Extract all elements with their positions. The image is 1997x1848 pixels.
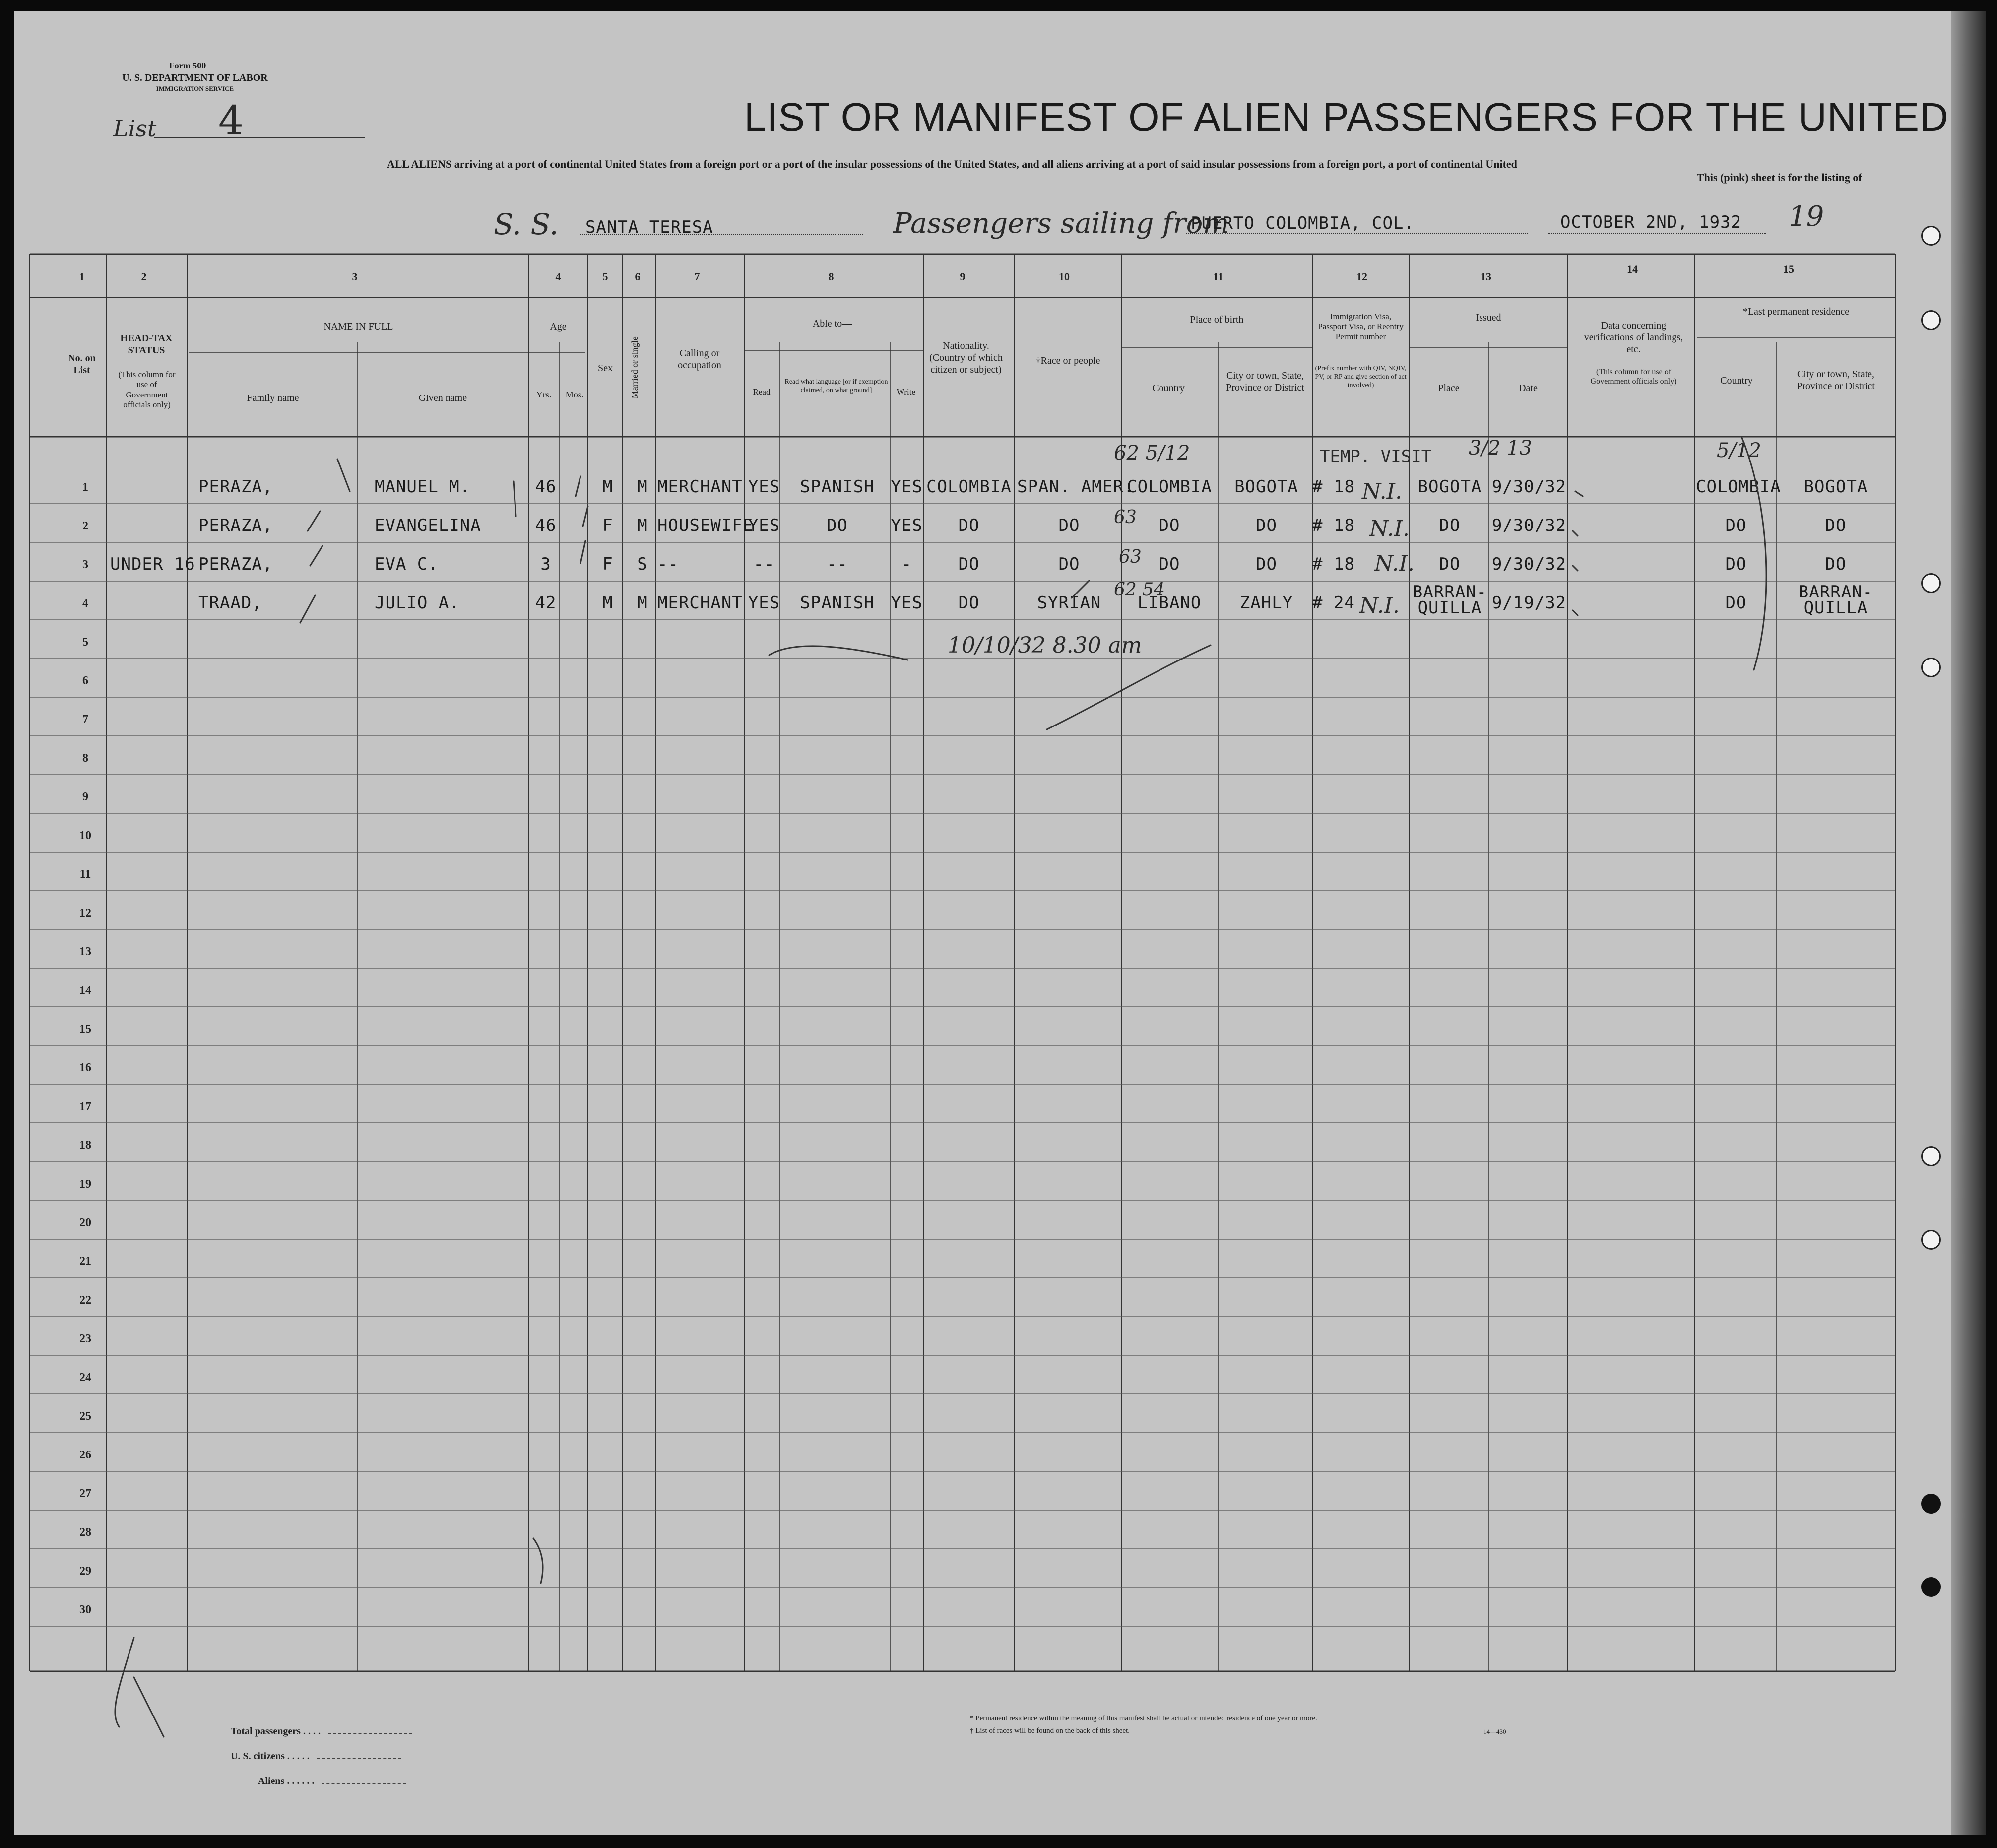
header-race: †Race or people: [1035, 355, 1100, 366]
visa-cell: # 24: [1312, 593, 1355, 613]
handwritten-note-visa-top: TEMP. VISIT: [1320, 447, 1432, 466]
header-read-what: Read what language [or if exemption claimed, on what ground]: [784, 378, 888, 394]
family-name-cell: PERAZA,: [198, 477, 273, 497]
read-language-cell: SPANISH: [800, 593, 875, 613]
header-issued: Issued: [1476, 312, 1501, 323]
row-number: 16: [79, 1061, 91, 1074]
birth-city-cell: ZAHLY: [1239, 593, 1293, 613]
row-number: 1: [82, 481, 88, 494]
read-language-cell: --: [827, 554, 848, 574]
handwritten-res-note-1: 5/12: [1717, 439, 1761, 462]
visa-cell: # 18: [1312, 477, 1355, 497]
write-cell: YES: [891, 477, 923, 497]
row-number: 21: [79, 1255, 91, 1268]
row-number: 9: [82, 791, 88, 803]
marital-status-cell: S: [637, 554, 648, 574]
handwritten-birth-note-1: 62 5/12: [1114, 442, 1190, 464]
header-no-on-list: No. on List: [68, 353, 96, 376]
read-cell: YES: [748, 516, 780, 535]
total-passengers-label: Total passengers: [231, 1726, 301, 1737]
sex-cell: F: [602, 516, 613, 535]
occupation-cell: MERCHANT: [657, 477, 743, 497]
year-label: 19: [1789, 200, 1824, 233]
header-calling: Calling or occupation: [678, 348, 721, 371]
res-country-cell: DO: [1725, 554, 1747, 574]
row-number: 14: [79, 984, 91, 997]
birth-country-cell: DO: [1159, 554, 1180, 574]
header-family-name: Family name: [247, 393, 299, 403]
row-number: 22: [79, 1294, 91, 1307]
res-city-cell: BARRAN- QUILLA: [1798, 582, 1873, 618]
punch-hole-1: [1921, 226, 1941, 246]
read-cell: YES: [748, 477, 780, 497]
birth-city-cell: BOGOTA: [1234, 477, 1298, 497]
row-number: 3: [82, 558, 88, 571]
row-number: 28: [79, 1526, 91, 1539]
res-country-cell: DO: [1725, 516, 1747, 535]
col-number-1: 1: [79, 270, 85, 283]
visa-cell: # 18: [1312, 554, 1355, 574]
header-married-single: Married or single: [630, 336, 640, 399]
manifest-title: LIST OR MANIFEST OF ALIEN PASSENGERS FOR THE UNITED: [744, 95, 1949, 139]
service-label: IMMIGRATION SERVICE: [156, 85, 234, 92]
issued-date-cell: 9/30/32: [1491, 554, 1567, 574]
birth-city-cell: DO: [1256, 516, 1277, 535]
col-number-12: 12: [1356, 270, 1367, 283]
sex-cell: M: [602, 477, 613, 497]
punch-hole-5: [1921, 1146, 1941, 1166]
header-nationality: Nationality. (Country of which citizen or subject): [929, 340, 1003, 375]
row-number: 10: [79, 829, 91, 842]
header-head-tax: HEAD-TAX STATUS: [120, 333, 173, 356]
age-years-cell: 42: [535, 593, 557, 613]
handwritten-visa-mark-1: N.I.: [1362, 479, 1403, 504]
header-sex: Sex: [598, 363, 613, 374]
footer-note-1: * Permanent residence within the meaning of this manifest shall be actual or intended residence of one year or more.: [970, 1715, 1317, 1722]
header-verifications: Data concerning verifications of landings, etc.: [1584, 320, 1683, 355]
given-name-cell: EVANGELINA: [375, 516, 481, 535]
form-number: Form 500: [169, 61, 206, 70]
issued-place-cell: DO: [1439, 554, 1461, 574]
row-number: 2: [82, 520, 88, 532]
nationality-cell: DO: [958, 554, 980, 574]
read-language-cell: SPANISH: [800, 477, 875, 497]
footer-aliens: Aliens . . . . . .: [258, 1776, 406, 1787]
res-country-cell: DO: [1725, 593, 1747, 613]
punch-hole-6: [1921, 1230, 1941, 1250]
marital-status-cell: M: [637, 593, 648, 613]
row-number: 24: [79, 1371, 91, 1384]
col-number-8: 8: [828, 270, 834, 283]
header-visa: Immigration Visa, Passport Visa, or Reentry Permit number: [1318, 312, 1404, 341]
header-last-residence: *Last permanent residence: [1742, 306, 1850, 317]
nationality-cell: DO: [958, 516, 980, 535]
issued-date-cell: 9/30/32: [1491, 516, 1567, 535]
write-cell: YES: [891, 516, 923, 535]
row-number: 25: [79, 1410, 91, 1423]
punch-hole-3: [1921, 573, 1941, 593]
nationality-cell: DO: [958, 593, 980, 613]
header-issued-place: Place: [1438, 383, 1460, 394]
handwritten-visa-mark-3: N.I.: [1374, 551, 1415, 576]
handwritten-birth-note-3: 63: [1119, 547, 1142, 567]
row-number: 15: [79, 1023, 91, 1036]
row-number: 6: [82, 674, 88, 687]
issued-place-cell: DO: [1439, 516, 1461, 535]
birth-country-cell: DO: [1159, 516, 1180, 535]
col-number-4: 4: [555, 270, 561, 283]
handwritten-birth-note-4: 62 54: [1114, 580, 1165, 600]
write-cell: -: [901, 554, 912, 574]
race-cell: SPAN. AMER.: [1017, 477, 1135, 497]
header-age: Age: [550, 321, 567, 332]
manifest-subtitle-1: ALL ALIENS arriving at a port of continental United States from a foreign port or a port of the insular possessions of the United States, and all aliens arriving at a port of said insular possessions from a foreign port, a port of continental United: [387, 158, 1517, 170]
header-write: Write: [896, 387, 916, 396]
sailing-date: OCTOBER 2ND, 1932: [1560, 212, 1741, 232]
col-number-10: 10: [1059, 270, 1070, 283]
header-verifications-note: (This column for use of Government officials only): [1590, 368, 1677, 386]
age-years-cell: 46: [535, 516, 557, 535]
birth-country-cell: COLOMBIA: [1127, 477, 1212, 497]
header-res-country: Country: [1720, 375, 1753, 386]
res-country-cell: COLOMBIA: [1696, 477, 1781, 497]
col-number-5: 5: [602, 270, 608, 283]
footer-note-2: † List of races will be found on the back of this sheet.: [970, 1727, 1130, 1735]
given-name-cell: JULIO A.: [375, 593, 460, 613]
footer-code: 14—430: [1483, 1728, 1506, 1735]
handwritten-birth-note-2: 63: [1114, 507, 1137, 528]
row-number: 26: [79, 1449, 91, 1461]
row-number: 23: [79, 1332, 91, 1345]
issued-place-cell: BOGOTA: [1417, 477, 1482, 497]
col-number-2: 2: [141, 270, 147, 283]
punch-hole-7: [1921, 1494, 1941, 1514]
row-number: 20: [79, 1216, 91, 1229]
header-yrs: Yrs.: [536, 390, 552, 399]
header-head-tax-note: (This column for use of Government officials only): [118, 370, 176, 410]
row-number: 8: [82, 752, 88, 765]
handwritten-signature-row5: 10/10/32 8.30 am: [948, 633, 1142, 658]
list-label: List: [113, 115, 157, 142]
ss-label: S. S.: [494, 207, 559, 241]
occupation-cell: MERCHANT: [657, 593, 743, 613]
header-birth-city: City or town, State, Province or District: [1226, 370, 1304, 393]
row-number: 18: [79, 1139, 91, 1152]
header-visa-note: (Prefix number with QIV, NQIV, PV, or RP and give section of act involved): [1315, 365, 1407, 389]
family-name-cell: TRAAD,: [198, 593, 262, 613]
departure-port: PUERTO COLOMBIA, COL.: [1191, 213, 1415, 233]
read-language-cell: DO: [827, 516, 848, 535]
row-number: 11: [79, 868, 91, 881]
row-number: 27: [79, 1487, 91, 1500]
handwritten-visa-note-1: 3/2 13: [1469, 437, 1532, 460]
row-number: 29: [79, 1565, 91, 1578]
row-number: 4: [82, 597, 88, 610]
read-cell: YES: [748, 593, 780, 613]
age-years-cell: 46: [535, 477, 557, 497]
header-place-of-birth: Place of birth: [1190, 314, 1244, 325]
row-number: 5: [82, 636, 88, 649]
age-years-cell: 3: [540, 554, 551, 574]
issued-date-cell: 9/19/32: [1491, 593, 1567, 613]
col-number-14: 14: [1627, 263, 1638, 275]
res-city-cell: DO: [1825, 554, 1847, 574]
sailing-label: Passengers sailing from: [893, 207, 1229, 240]
res-city-cell: DO: [1825, 516, 1847, 535]
birth-city-cell: DO: [1256, 554, 1277, 574]
birth-country-cell: LIBANO: [1137, 593, 1202, 613]
handwritten-visa-mark-4: N.I.: [1359, 593, 1400, 618]
ship-name: SANTA TERESA: [585, 217, 713, 237]
col-number-11: 11: [1213, 270, 1224, 283]
manifest-subtitle-2: This (pink) sheet is for the listing of: [1697, 171, 1862, 184]
family-name-cell: PERAZA,: [198, 554, 273, 574]
race-cell: DO: [1058, 516, 1080, 535]
row-number: 12: [79, 907, 91, 920]
headtax-cell: UNDER 16: [110, 554, 195, 574]
footer-us-citizens: U. S. citizens . . . . .: [231, 1751, 401, 1762]
punch-hole-2: [1921, 310, 1941, 330]
nationality-cell: COLOMBIA: [926, 477, 1012, 497]
issued-date-cell: 9/30/32: [1491, 477, 1567, 497]
us-citizens-label: U. S. citizens: [231, 1751, 285, 1762]
header-mos: Mos.: [565, 390, 584, 399]
col-number-3: 3: [352, 270, 358, 283]
row-number: 30: [79, 1603, 91, 1616]
issued-place-cell: BARRAN- QUILLA: [1412, 582, 1487, 618]
punch-hole-4: [1921, 658, 1941, 677]
header-read: Read: [753, 387, 771, 396]
header-name-in-full: NAME IN FULL: [323, 321, 393, 332]
col-number-13: 13: [1481, 270, 1491, 283]
department-label: U. S. DEPARTMENT OF LABOR: [122, 72, 268, 83]
row-number: 17: [79, 1100, 91, 1113]
footer-total-passengers: Total passengers . . . .: [231, 1726, 412, 1737]
sex-cell: F: [602, 554, 613, 574]
race-cell: DO: [1058, 554, 1080, 574]
row-number: 19: [79, 1178, 91, 1190]
row-number: 7: [82, 713, 88, 726]
handwritten-visa-mark-2: N.I.: [1369, 516, 1410, 541]
marital-status-cell: M: [637, 516, 648, 535]
header-birth-country: Country: [1152, 383, 1185, 394]
header-res-city: City or town, State, Province or District: [1797, 369, 1875, 392]
given-name-cell: EVA C.: [375, 554, 439, 574]
header-issued-date: Date: [1519, 383, 1538, 394]
header-able-to: Able to—: [812, 318, 852, 329]
read-cell: --: [753, 554, 775, 574]
given-name-cell: MANUEL M.: [375, 477, 471, 497]
family-name-cell: PERAZA,: [198, 516, 273, 535]
marital-status-cell: M: [637, 477, 648, 497]
occupation-cell: --: [657, 554, 679, 574]
punch-hole-8: [1921, 1577, 1941, 1597]
row-number: 13: [79, 945, 91, 958]
aliens-label: Aliens: [258, 1776, 285, 1786]
write-cell: YES: [891, 593, 923, 613]
sex-cell: M: [602, 593, 613, 613]
visa-cell: # 18: [1312, 516, 1355, 535]
occupation-cell: HOUSEWIFE: [657, 516, 754, 535]
list-number: 4: [218, 97, 244, 143]
header-given-name: Given name: [418, 393, 467, 403]
col-number-7: 7: [694, 270, 700, 283]
col-number-15: 15: [1783, 263, 1794, 275]
res-city-cell: BOGOTA: [1804, 477, 1868, 497]
col-number-6: 6: [635, 270, 641, 283]
col-number-9: 9: [960, 270, 966, 283]
race-cell: SYRIAN: [1037, 593, 1101, 613]
